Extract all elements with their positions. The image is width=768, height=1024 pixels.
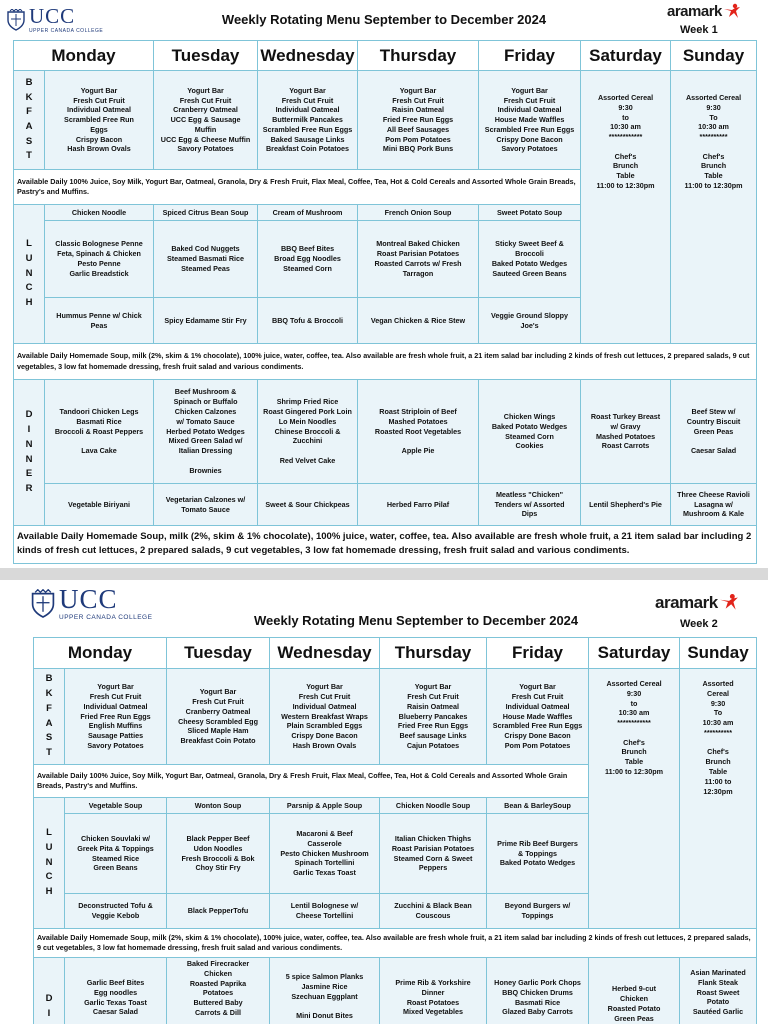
dinner-thursday: Prime Rib & Yorkshire Dinner Roast Potatoes Mixed Vegetables <box>380 958 487 1024</box>
lunch-veg-monday: Deconstructed Tofu & Veggie Kebob <box>65 894 167 929</box>
dinner-label: D I N N E R <box>14 380 45 526</box>
lunch-note: Available Daily Homemade Soup, milk (2%, skim & 1% chocolate), 100% juice, water, coffee, tea. Also available are fresh whole fruit, a 21 item salad bar including 2 kinds of fresh cut lettuces, 2 prepared salads, 9 cut vegetables, 3 low fat homemade dressing, fresh fruit salad and various condiments. <box>34 929 757 958</box>
aramark-star-person-icon <box>723 3 741 24</box>
lunch-note-row <box>34 929 757 958</box>
dinner-sunday: Asian Marinated Flank Steak Roast Sweet Potato Sautéed Garlic <box>680 958 757 1024</box>
logo-subtitle: UPPER CANADA COLLEGE <box>29 28 104 34</box>
lunch-veg-wednesday: BBQ Tofu & Broccoli <box>258 298 358 344</box>
breakfast-row <box>14 71 757 170</box>
day-tuesday: Tuesday <box>154 41 258 71</box>
menu-table <box>33 637 757 1024</box>
breakfast-wednesday: Yogurt Bar Fresh Cut Fruit Individual Oatmeal Buttermilk Pancakes Scrambled Free Run Eggs Baked Sausage Links Breakfast Coin Potatoes <box>258 71 358 170</box>
breakfast-tuesday: Yogurt Bar Fresh Cut Fruit Cranberry Oatmeal UCC Egg & Sausage Muffin UCC Egg & Cheese Muffin Savory Potatoes <box>154 71 258 170</box>
dinner-veg-thursday: Herbed Farro Pilaf <box>358 484 479 526</box>
dinner-veg-sunday: Three Cheese Ravioli Lasagna w/ Mushroom & Kale <box>671 484 757 526</box>
lunch-veg-friday: Veggie Ground Sloppy Joe's <box>479 298 581 344</box>
breakfast-note: Available Daily 100% Juice, Soy Milk, Yogurt Bar, Oatmeal, Granola, Dry & Fresh Fruit, Flax Meal, Coffee, Tea, Hot & Cold Cereals and Assorted Whole Grain Breads, Pastry's and Muffins. <box>14 170 581 205</box>
menu-table <box>13 40 757 564</box>
weekend-saturday: Assorted Cereal 9:30 to 10:30 am ************ Chef's Brunch Table 11:00 to 12:30pm <box>589 669 680 929</box>
day-saturday: Saturday <box>581 41 671 71</box>
page-header <box>0 0 768 44</box>
aramark-logo <box>667 3 741 24</box>
lunch-label: L U N C H <box>34 798 65 929</box>
dinner-saturday: Herbed 9-cut Chicken Roasted Potato Green Peas <box>589 958 680 1024</box>
dinner-veg-monday: Vegetable Biriyani <box>45 484 154 526</box>
dinner-label: D I <box>34 958 65 1024</box>
day-thursday: Thursday <box>380 638 487 669</box>
soup-thursday: Chicken Noodle Soup <box>380 798 487 814</box>
dinner-veg-row <box>14 484 757 526</box>
day-thursday: Thursday <box>358 41 479 71</box>
day-header-row <box>34 638 757 669</box>
lunch-label: L U N C H <box>14 205 45 344</box>
aramark-logo <box>655 593 739 616</box>
breakfast-thursday: Yogurt Bar Fresh Cut Fruit Raisin Oatmeal Fried Free Run Eggs All Beef Sausages Pom Pom Potatoes Mini BBQ Pork Buns <box>358 71 479 170</box>
soup-wednesday: Parsnip & Apple Soup <box>270 798 380 814</box>
lunch-monday: Classic Bolognese Penne Feta, Spinach & Chicken Pesto Penne Garlic Breadstick <box>45 221 154 298</box>
day-friday: Friday <box>487 638 589 669</box>
day-wednesday: Wednesday <box>258 41 358 71</box>
aramark-star-person-icon <box>719 593 739 616</box>
lunch-wednesday: Macaroni & Beef Casserole Pesto Chicken Mushroom Spinach Tortellini Garlic Texas Toast <box>270 814 380 894</box>
brand-name: aramark <box>667 3 722 20</box>
soup-monday: Chicken Noodle <box>45 205 154 221</box>
dinner-main-row <box>14 380 757 484</box>
day-monday: Monday <box>34 638 167 669</box>
breakfast-monday: Yogurt Bar Fresh Cut Fruit Individual Oatmeal Fried Free Run Eggs English Muffins Sausage Patties Savory Potatoes <box>65 669 167 765</box>
lunch-friday: Sticky Sweet Beef & Broccoli Baked Potato Wedges Sauteed Green Beans <box>479 221 581 298</box>
week-label: Week 1 <box>680 24 718 36</box>
logo-subtitle: UPPER CANADA COLLEGE <box>59 614 153 621</box>
weekend-sunday: Assorted Cereal 9:30 To 10:30 am ********** Chef's Brunch Table 11:00 to 12:30pm <box>680 669 757 929</box>
breakfast-row <box>34 669 757 765</box>
soup-friday: Bean & BarleySoup <box>487 798 589 814</box>
soup-friday: Sweet Potato Soup <box>479 205 581 221</box>
dinner-main-row <box>34 958 757 1024</box>
dinner-tuesday: Baked Firecracker Chicken Roasted Paprika Potatoes Buttered Baby Carrots & Dill <box>167 958 270 1024</box>
day-sunday: Sunday <box>680 638 757 669</box>
breakfast-friday: Yogurt Bar Fresh Cut Fruit Individual Oatmeal House Made Waffles Scrambled Free Run Eggs Crispy Done Bacon Pom Pom Potatoes <box>487 669 589 765</box>
dinner-monday: Garlic Beef Bites Egg noodles Garlic Texas Toast Caesar Salad <box>65 958 167 1024</box>
day-tuesday: Tuesday <box>167 638 270 669</box>
lunch-note: Available Daily Homemade Soup, milk (2%, skim & 1% chocolate), 100% juice, water, coffee, tea. Also available are fresh whole fruit, a 21 item salad bar including 2 kinds of fresh cut lettuces, 2 prepared salads, 9 cut vegetables, 3 low fat homemade dressing, fresh fruit salad and various condiments. <box>14 344 757 380</box>
soup-wednesday: Cream of Mushroom <box>258 205 358 221</box>
week-label: Week 2 <box>680 618 718 630</box>
dinner-veg-saturday: Lentil Shepherd's Pie <box>581 484 671 526</box>
dinner-wednesday: 5 spice Salmon Planks Jasmine Rice Szechuan Eggplant Mini Donut Bites <box>270 958 380 1024</box>
day-sunday: Sunday <box>671 41 757 71</box>
lunch-veg-tuesday: Black PepperTofu <box>167 894 270 929</box>
dinner-monday: Tandoori Chicken Legs Basmati Rice Broccoli & Roast Peppers Lava Cake <box>45 380 154 484</box>
ucc-logo <box>30 586 152 622</box>
breakfast-friday: Yogurt Bar Fresh Cut Fruit Individual Oatmeal House Made Waffles Scrambled Free Run Eggs Crispy Done Bacon Savory Potatoes <box>479 71 581 170</box>
breakfast-thursday: Yogurt Bar Fresh Cut Fruit Raisin Oatmeal Blueberry Pancakes Fried Free Run Eggs Beef sausage Links Cajun Potatoes <box>380 669 487 765</box>
day-friday: Friday <box>479 41 581 71</box>
soup-thursday: French Onion Soup <box>358 205 479 221</box>
day-wednesday: Wednesday <box>270 638 380 669</box>
dinner-friday: Honey Garlic Pork Chops BBQ Chicken Drums Basmati Rice Glazed Baby Carrots <box>487 958 589 1024</box>
breakfast-label: B K F A S T <box>34 669 65 765</box>
menu-page-week-2 <box>0 580 768 1024</box>
dinner-veg-friday: Meatless "Chicken" Tenders w/ Assorted Dips <box>479 484 581 526</box>
page-separator <box>0 568 768 580</box>
lunch-veg-friday: Beyond Burgers w/ Toppings <box>487 894 589 929</box>
dinner-saturday: Roast Turkey Breast w/ Gravy Mashed Potatoes Roast Carrots <box>581 380 671 484</box>
dinner-note-row <box>14 526 757 564</box>
page-title: Weekly Rotating Menu September to December 2024 <box>221 12 547 27</box>
breakfast-label: B K F A S T <box>14 71 45 170</box>
soup-tuesday: Spiced Citrus Bean Soup <box>154 205 258 221</box>
dinner-note: Available Daily Homemade Soup, milk (2%, skim & 1% chocolate), 100% juice, water, coffee, tea. Also available are fresh whole fruit, a 21 item salad bar including 2 kinds of fresh cut lettuces, 2 prepared salads, 9 cut vegetables, 3 low fat homemade dressing, fresh fruit salad and various condiments. <box>14 526 757 564</box>
breakfast-tuesday: Yogurt Bar Fresh Cut Fruit Cranberry Oatmeal Cheesy Scrambled Egg Sliced Maple Ham Breakfast Coin Potato <box>167 669 270 765</box>
lunch-veg-monday: Hummus Penne w/ Chick Peas <box>45 298 154 344</box>
breakfast-monday: Yogurt Bar Fresh Cut Fruit Individual Oatmeal Scrambled Free Run Eggs Crispy Bacon Hash Brown Ovals <box>45 71 154 170</box>
lunch-wednesday: BBQ Beef Bites Broad Egg Noodles Steamed Corn <box>258 221 358 298</box>
lunch-thursday: Montreal Baked Chicken Roast Parisian Potatoes Roasted Carrots w/ Fresh Tarragon <box>358 221 479 298</box>
lunch-monday: Chicken Souvlaki w/ Greek Pita & Toppings Steamed Rice Green Beans <box>65 814 167 894</box>
weekend-saturday: Assorted Cereal 9:30 to 10:30 am ************ Chef's Brunch Table 11:00 to 12:30pm <box>581 71 671 344</box>
lunch-tuesday: Black Pepper Beef Udon Noodles Fresh Broccoli & Bok Choy Stir Fry <box>167 814 270 894</box>
dinner-friday: Chicken Wings Baked Potato Wedges Steamed Corn Cookies <box>479 380 581 484</box>
page-header <box>0 580 768 635</box>
brand-name: aramark <box>655 593 718 612</box>
logo-title: UCC <box>59 584 118 614</box>
lunch-friday: Prime Rib Beef Burgers & Toppings Baked Potato Wedges <box>487 814 589 894</box>
lunch-veg-thursday: Vegan Chicken & Rice Stew <box>358 298 479 344</box>
ucc-crest-icon <box>30 589 56 619</box>
dinner-veg-wednesday: Sweet & Sour Chickpeas <box>258 484 358 526</box>
lunch-note-row <box>14 344 757 380</box>
lunch-veg-thursday: Zucchini & Black Bean Couscous <box>380 894 487 929</box>
day-monday: Monday <box>14 41 154 71</box>
soup-monday: Vegetable Soup <box>65 798 167 814</box>
logo-title: UCC <box>29 4 76 28</box>
day-header-row <box>14 41 757 71</box>
page-title: Weekly Rotating Menu September to December 2024 <box>254 613 579 628</box>
dinner-wednesday: Shrimp Fried Rice Roast Gingered Pork Loin Lo Mein Noodles Chinese Broccoli & Zucchini Red Velvet Cake <box>258 380 358 484</box>
lunch-tuesday: Baked Cod Nuggets Steamed Basmati Rice Steamed Peas <box>154 221 258 298</box>
dinner-veg-tuesday: Vegetarian Calzones w/ Tomato Sauce <box>154 484 258 526</box>
dinner-sunday: Beef Stew w/ Country Biscuit Green Peas Caesar Salad <box>671 380 757 484</box>
lunch-thursday: Italian Chicken Thighs Roast Parisian Potatoes Steamed Corn & Sweet Peppers <box>380 814 487 894</box>
soup-tuesday: Wonton Soup <box>167 798 270 814</box>
dinner-thursday: Roast Striploin of Beef Mashed Potatoes Roasted Root Vegetables Apple Pie <box>358 380 479 484</box>
day-saturday: Saturday <box>589 638 680 669</box>
breakfast-note: Available Daily 100% Juice, Soy Milk, Yogurt Bar, Oatmeal, Granola, Dry & Fresh Fruit, Flax Meal, Coffee, Tea, Hot & Cold Cereals and Assorted Whole Grain Breads, Pastry's and Muffins. <box>34 765 589 798</box>
weekend-sunday: Assorted Cereal 9:30 To 10:30 am ********** Chef's Brunch Table 11:00 to 12:30pm <box>671 71 757 344</box>
dinner-tuesday: Beef Mushroom & Spinach or Buffalo Chicken Calzones w/ Tomato Sauce Herbed Potato Wedges Mixed Green Salad w/ Italian Dressing Brownies <box>154 380 258 484</box>
lunch-veg-tuesday: Spicy Edamame Stir Fry <box>154 298 258 344</box>
breakfast-wednesday: Yogurt Bar Fresh Cut Fruit Individual Oatmeal Western Breakfast Wraps Plain Scrambled Eggs Crispy Done Bacon Hash Brown Ovals <box>270 669 380 765</box>
lunch-veg-wednesday: Lentil Bolognese w/ Cheese Tortellini <box>270 894 380 929</box>
